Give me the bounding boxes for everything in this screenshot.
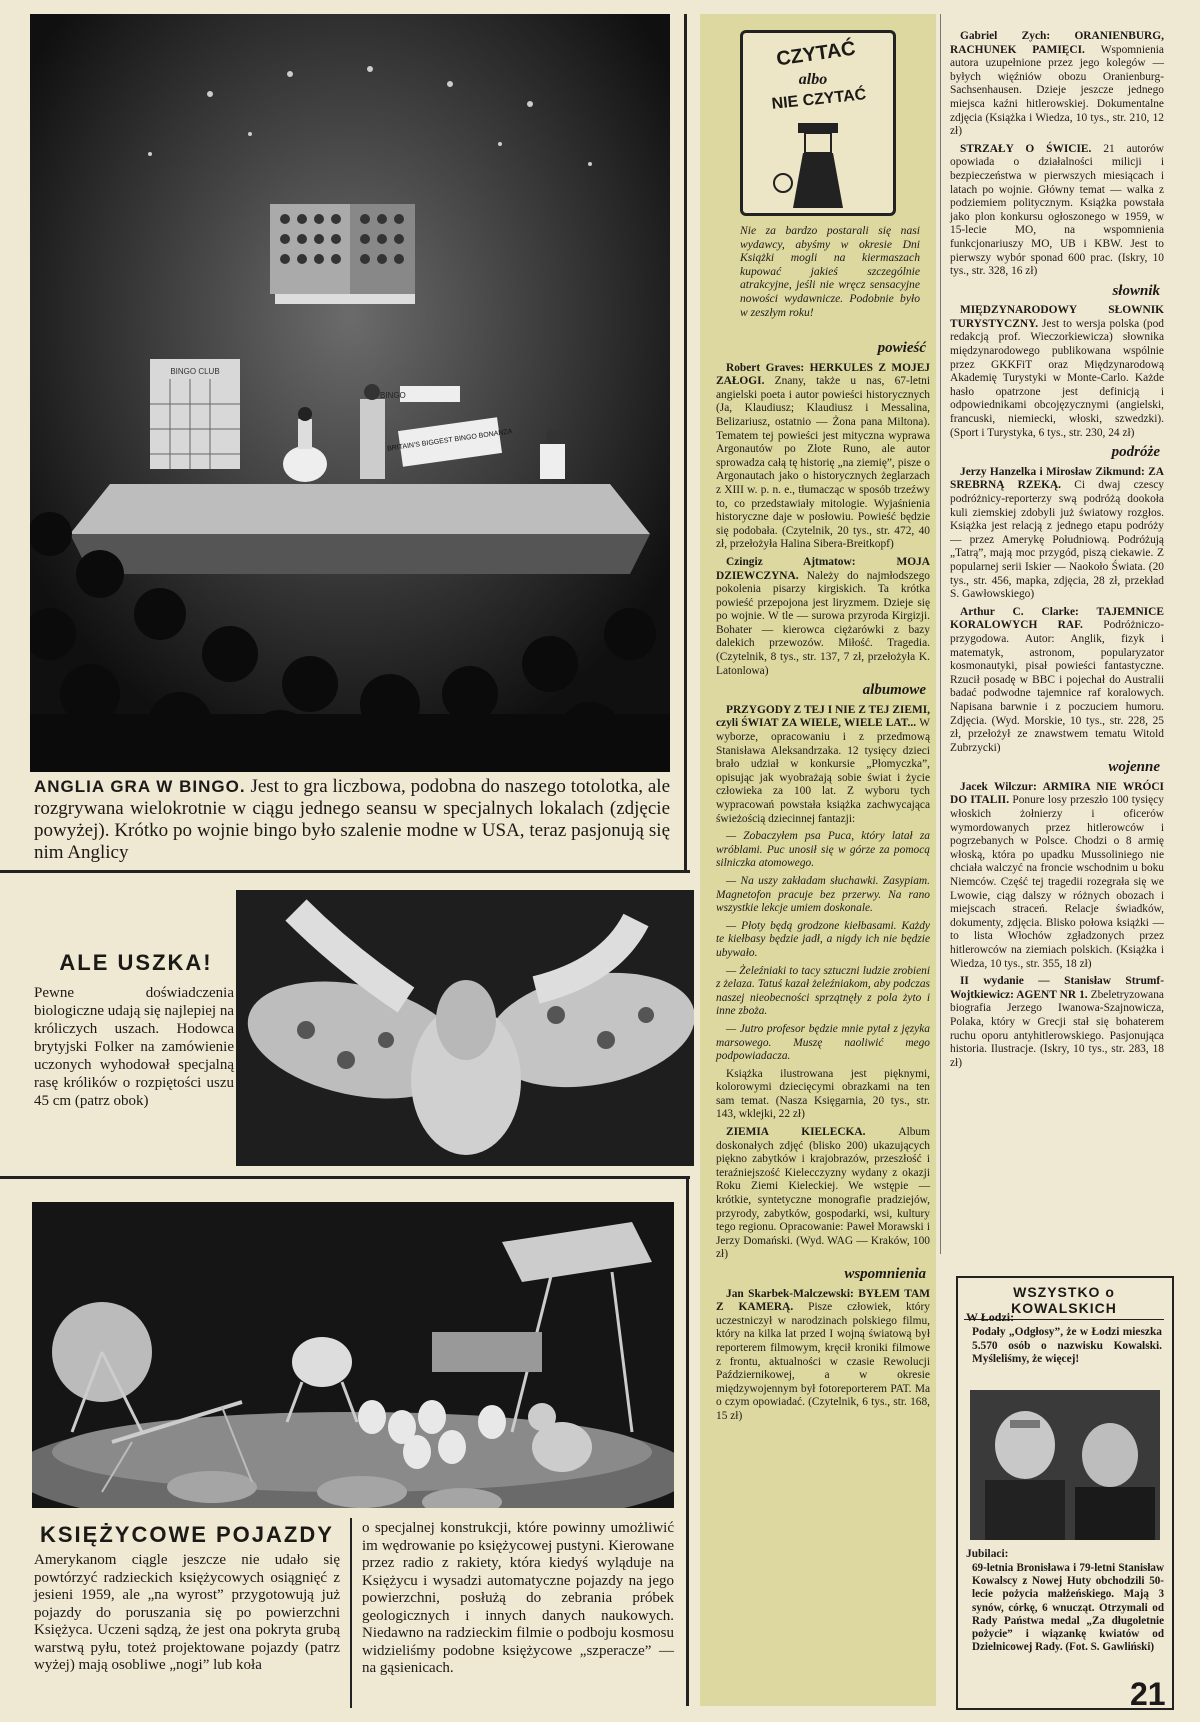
pojazdy-text-left: Amerykanom ciągle jeszcze nie udało się powtórzyć radzieckich księżycowych osiągnięć z jesieni 1959, ale „na wyrost” przygotowują już pojazdy do poruszania się po powierzchni Księżyca. Uczeni sądzą, że jest ona pokryta grubą warstwą pyłu, toteż projektowane pojazdy (patrz wyżej) mają osobliwe „nogi” lub koła — [34, 1552, 340, 1673]
review-entry — [950, 781, 1164, 971]
kowalski-photo-label: Jubilaci: — [966, 1548, 1009, 1560]
czytac-logo — [740, 30, 896, 216]
reviews-middle-list — [716, 336, 930, 1428]
reading-figure-icon — [743, 113, 893, 213]
review-entry — [716, 704, 930, 826]
uszka-text: Pewne doświadczenia biologiczne udają się najlepiej na króliczych uszach. Hodowca brytyjski Folker na zamówienie uczonych wyhodował specjalną rasę królików o rozpiętości uszu 45 cm (patrz obok) — [34, 985, 234, 1109]
bingo-caption-text: Jest to gra liczbowa, podobna do naszego totolotka, ale rozgrywana wielokrotnie w ciągu jednego seansu w specjalnych lokalach (zdjęcie powyżej). Krótko po wojnie bingo było szalenie modne w USA, teraz pasjonują się nim Anglicy — [34, 776, 671, 863]
review-text: — Na uszy zakładam słuchawki. Zasypiam. Magnetofon pracuje bez przerwy. Na rano wszystkie lekcje umiem doskonale. — [716, 874, 930, 915]
review-title: Arthur C. Clarke: TAJEMNICE KORALOWYCH RAF. — [950, 605, 1164, 632]
bingo-headline: ANGLIA GRA W BINGO. — [34, 777, 246, 796]
bingo-club-sign: BINGO CLUB — [170, 367, 220, 376]
section-label-right-3: wojenne — [1108, 759, 1160, 776]
review-entry — [716, 556, 930, 678]
bonanza-banner: BRITAIN'S BIGGEST BINGO BONANZA — [386, 428, 513, 453]
review-title: MIĘDZYNARODOWY SŁOWNIK TURYSTYCZNY. — [950, 304, 1164, 330]
kowalski-photo-text: 69-letnia Bronisława i 79-letni Stanisław Kowalscy z Nowej Huty obchodzili 50-lecie pożycia małżeńskiego. Mają 3 synów, córkę, 6 wnucząt. Otrzymali od Rady Państwa medal „Za długoletnie pożycie” i wiązankę kwiatów od Dzielnicowej Rady. (Fot. S. Gawliński) — [972, 1562, 1164, 1654]
review-entry — [716, 875, 930, 916]
kowalski-text: Podały „Odgłosy”, że w Łodzi mieszka 5.570 osób o nazwisku Kowalski. Myśleliśmy, że więcej! — [972, 1326, 1162, 1366]
review-text: Książka ilustrowana jest pięknymi, kolorowymi dziecięcymi obrazkami na ten sam temat. (Nasza Księgarnia, 20 tys., str. 143, wklejki, 22 zł) — [716, 1067, 930, 1121]
uszka-headline: ALE USZKA! — [59, 950, 213, 975]
review-entry — [950, 606, 1164, 756]
bingo-stage-illustration — [30, 14, 670, 772]
jubilee-couple-illustration — [970, 1390, 1160, 1540]
divider-bingo-vertical — [684, 14, 687, 872]
review-entry — [950, 30, 1164, 139]
review-entry — [716, 1126, 930, 1262]
review-entry — [716, 830, 930, 871]
review-text: W wyborze, opracowaniu i z przedmową Stanisława Aleksandrzaka. 12 tysięcy dzieci brało udział w konkursie „Płomyczka”, opisując jak wyobrażają sobie świat i życie człowieka za 100 lat. Z wyboru tych wypracowań powstała książka zachwycająca świeżością dziecinnej fantazji: — [716, 717, 930, 825]
review-text: Jest to wersja polska (pod redakcją prof. Wieczorkiewicza) słownika międzynarodowego publikowana wspólnie przez GKKFiT oraz Międzynarodową Akademię Turystyki w Monte-Carlo. Każde hasło opatrzone jest definicją i odpowiednikami obcojęzycznymi (angielski, francuski, niemiecki, włoski, szwedzki). (Sport i Turystyka, 6 tys., str. 230, 24 zł) — [950, 317, 1164, 439]
reviews-right-list — [950, 30, 1164, 1074]
czytac-logo-line-2: albo — [798, 71, 828, 88]
section-label-mid-2: wspomnienia — [844, 1266, 926, 1282]
review-entry — [716, 1288, 930, 1424]
moon-vehicles-photo — [32, 1202, 674, 1508]
czytac-logo-line-3: NIE CZYTAĆ — [770, 86, 867, 113]
review-text: Należy do najmłodszego pokolenia pisarzy kirgiskich. Ta krótka powieść przepojona jest liryzmem. Dzieje się po wojnie. W tle — surowa przyroda Kirgizji. Bohater — kierowca ciężarówki z bazy dalekich przewozów. Miłość. Tragedia. (Czytelnik, 8 tys., str. 137, 7 zł, przełożyła K. Latonlowa) — [716, 569, 930, 677]
review-text: Podróżniczo-przygodowa. Autor: Anglik, fizyk i matematyk, astronom, popularyzator kosmonautyki, pisał powieści fantastyczne. Rzucił posadę w BBC i pojechał do Australii badać podwodne tajemnice raf koralowych. Napisana barwnie i z poczuciem humoru. Zdjęcia. (Wyd. Morskie, 10 tys., str. 228, 25 zł, przełożył ze znawstwem tematu Witold Zubrzycki) — [950, 619, 1164, 754]
review-entry — [716, 965, 930, 1019]
review-text: Ci dwaj czescy podróżnicy-reporterzy swą podróżą dookoła kuli ziemskiej zdobyli już światowy rozgłos. Książka jest relacją z jednego etapu podróży — przez Amerykę Południową. Podróżują „Tatrą”, mają moc przygód, piszą ciekawie. Z popularnej serii Iskier — Naokoło Świata. (20 tys., str. 456, mapka, zdjęcia, 28 zł, przekład S. Gawłowskiego) — [950, 479, 1164, 601]
review-entry — [950, 304, 1164, 440]
section-label-mid-0: powieść — [877, 340, 926, 356]
divider-bingo — [0, 870, 690, 873]
pojazdy-headline: KSIĘŻYCOWE POJAZDY — [40, 1522, 334, 1547]
review-text: Album doskonałych zdjęć (blisko 200) ukazujących piękno zabytków i krajobrazów, przeszłość i teraźniejszość Kielecczyzny wydany z okazji Roku Ziemi Kieleckiej. We wstępie — krótkie, syntetyczne monografie pradziejów, przyrody, zabytków, gospodarki, wsi, kultury tego regionu. Opracowanie: Paweł Morawski i Jerzy Domański. (Wyd. WAG — Kraków, 100 zł) — [716, 1126, 930, 1261]
review-text: Ponure losy przeszło 100 tysięcy włoskich żołnierzy i oficerów wymordowanych przez hitlerowców i pogrzebanych w Polsce. Chodzi o 8 armię włoską, która po upadku Mussoliniego nie chciała walczyć na froncie wschodnim u boku Niemców. Część tej tragedii rozegrała się we Lwowie, ciąg dalszy w różnych obozach i miejscach straceń. Relacje świadków, dokumenty, zdjęcia. Blisko połowa książki — to lista Włochów zgładzonych przez hitlerowców na ziemiach polskich. (Książka i Wiedza, 10 tys., str. 355, 18 zł) — [950, 794, 1164, 970]
review-entry — [716, 1023, 930, 1064]
czytac-intro: Nie za bardzo postarali się nasi wydawcy, abyśmy w okresie Dni Książki mogli na kiermaszach kupować jakieś szczególnie atrakcyjne, jeśli nie wręcz sensacyjne nowości wydawnicze. Podobnie było w zeszłym roku! — [740, 224, 920, 319]
page-number: 21 — [1130, 1676, 1166, 1712]
pojazdy-text-right: o specjalnej konstrukcji, które powinny umożliwić im wędrowanie po księżycowej pustyni. Kierowane przez radio z rakiety, która kiedyś wyląduje na Księżycu i wysadzi automatyczne pojazdy na jego powierzchni, posłużą do zebrania próbek geologicznych i innych danych naukowych. Niedawno na radzieckim filmie o podboju kosmosu widzieliśmy podobne księżycowe „szperacze” — na gąsienicach. — [362, 1520, 674, 1676]
review-title: Jacek Wilczur: ARMIRA NIE WRÓCI DO ITALII. — [950, 780, 1164, 807]
review-text: 21 autorów opowiada o działalności milicji i bezpieczeństwa w pierwszych miesiącach i latach po wojnie. Główny temat — walka z podziemiem politycznym. Książka powstała jako plon konkursu ogłoszonego w 1959, w 15-lecie MO, na wspomnienia funkcjonariuszy MO, UB i KBW. Jest to pierwszy wybór sponad 600 prac. (Iskry, 10 tys., str. 328, 16 zł) — [950, 142, 1164, 278]
section-label-right-1: słownik — [1112, 282, 1160, 299]
review-text: Wspomnienia autora uzupełnione przez jego kolegów — byłych więźniów obozu Oranienburg-Sachsenhausen. Dzieje jeszcze jednego miejsca kaźni hitlerowskiej. Dokumentalne zdjęcia (Książka i Wiedza, 10 tys., str. 210, 12 zł) — [950, 43, 1164, 138]
czytac-logo-line-1: CZYTAĆ — [774, 37, 857, 71]
kowalski-title: WSZYSTKO o KOWALSKICH — [964, 1284, 1164, 1320]
review-entry — [950, 466, 1164, 602]
review-text: — Zobaczyłem psa Puca, który latał za wróblami. Puc unosił się w górze za pomocą silniczka atomowego. — [716, 830, 930, 870]
review-text: Znany, także u nas, 67-letni angielski poeta i autor powieści historycznych (Ja, Klaudiusz; Klaudiusz i Messalina, Belizariusz, ostatnio — Żona pana Miltona). Tematem tej powieści jest mityczna wyprawa Argonautów po Złote Runo, ale autor sprowadza całą tę historię „na ziemię”, pisze o Argonautach jako o historycznych żeglarzach z XIII w. p. n. e., tłumacząc w sposób trzeźwy to, co przedstawiały mitologie. Wyjaśnienia historyczne daje w posłowiu. Powieść będzie się podobała. (Czytelnik, 20 tys., str. 472, 40 zł, przełożyła Halina Sibera-Breitkopf) — [716, 375, 931, 551]
section-label-right-2: podróże — [1111, 444, 1160, 461]
review-title: II wydanie — Stanisław Strumf-Wojtkiewicz: AGENT NR 1. — [950, 975, 1164, 1001]
review-title: Robert Graves: HERKULES Z MOJEJ ZAŁOGI. — [716, 361, 930, 388]
review-text: — Płoty będą grodzone kiełbasami. Każdy te kiełbasy będzie jadł, a nigdy ich nie będzie ubywało. — [716, 919, 930, 959]
review-text: Zbeletryzowana biografia Jerzego Iwanowa-Szajnowicza, Polaka, który w Grecji stał się bohaterem ruchu oporu antyhitlerowskiego. Pasjonująca historia. Ilustracje. (Iskry, 10 tys., str. 283, 18 zł) — [950, 988, 1164, 1069]
review-title: ZIEMIA KIELECKA. — [726, 1126, 899, 1139]
rabbit-illustration — [236, 890, 694, 1166]
review-title: Jerzy Hanzelka i Mirosław Zikmund: ZA SREBRNĄ RZEKĄ. — [950, 465, 1164, 492]
review-entry — [950, 975, 1164, 1070]
divider-columns — [940, 14, 941, 1254]
bingo-sign: BINGO — [380, 391, 406, 400]
divider-pojazdy-cols — [350, 1518, 352, 1708]
review-title: STRZAŁY O ŚWICIE. — [960, 142, 1104, 155]
review-title: Jan Skarbek-Malczewski: BYŁEM TAM Z KAMERĄ. — [716, 1287, 930, 1314]
review-text: Pisze człowiek, który uczestniczył w narodzinach polskiego filmu, który na kilka lat przed I wojną światową był reporterem filmowym, kręcił kroniki filmowe z frontu, aktualności w czasie Rewolucji Październikowej, a w okresie międzywojennym był fotoreporterem PAT. Ma o czym opowiadać. (Czytelnik, 6 tys., str. 168, 15 zł) — [716, 1301, 930, 1422]
bingo-caption — [34, 776, 670, 864]
review-text: — Jutro profesor będzie mnie pytał z języka marsowego. Muszę naoliwić mego podpowiadacza. — [716, 1022, 930, 1063]
divider-uszka — [0, 1176, 690, 1179]
review-entry — [716, 1068, 930, 1122]
review-title: PRZYGODY Z TEJ I NIE Z TEJ ZIEMI, czyli ŚWIAT ZA WIELE, WIELE LAT... — [716, 703, 930, 730]
bingo-hall-photo — [30, 14, 670, 772]
moon-vehicles-illustration — [32, 1202, 674, 1508]
review-title: Gabriel Zych: ORANIENBURG, RACHUNEK PAMIĘCI. — [950, 30, 1164, 56]
review-entry — [716, 362, 930, 552]
kowalski-subtitle: W Łodzi: — [966, 1310, 1015, 1324]
kowalski-box — [956, 1276, 1174, 1710]
rabbit-ears-photo — [236, 890, 694, 1166]
divider-main — [686, 1176, 689, 1706]
section-label-mid-1: albumowe — [862, 682, 926, 699]
review-entry — [716, 920, 930, 961]
review-title: Czingiz Ajtmatow: MOJA DZIEWCZYNA. — [716, 555, 930, 582]
review-text: — Żeleźniaki to tacy sztuczni ludzie zrobieni z żelaza. Tatuś kazał żeleźniakom, aby podczas naszej nieobecności sprzątnęły z pola żyto i inne zboża. — [716, 964, 930, 1018]
kowalski-photo — [970, 1390, 1160, 1540]
review-entry — [950, 143, 1164, 279]
